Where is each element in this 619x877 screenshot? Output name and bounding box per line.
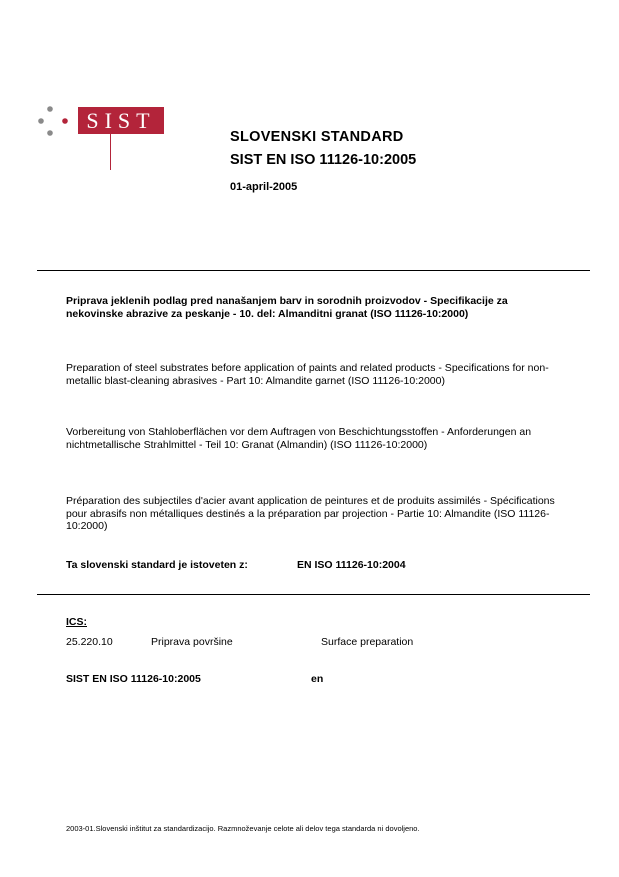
identical-value: EN ISO 11126-10:2004 (297, 559, 406, 571)
top-divider (37, 270, 590, 271)
logo-divider (110, 134, 111, 170)
ics-label: ICS: (66, 616, 87, 628)
ics-title-slovenian: Priprava površine (151, 636, 233, 648)
standard-code: SIST EN ISO 11126-10:2005 (230, 152, 417, 168)
title-german: Vorbereitung von Stahloberflächen vor dem Auftragen von Beschichtungsstoffen - Anforderungen an nichtmetallische Strahlmittel - Teil 10: Granat (Almandin) (ISO 11126-10:2000) (66, 426, 532, 451)
identical-label: Ta slovenski standard je istoveten z: (66, 559, 248, 571)
ics-code: 25.220.10 (66, 636, 113, 648)
document-id: SIST EN ISO 11126-10:2005 (66, 673, 201, 685)
title-french: Préparation des subjectiles d'acier avant application de peintures et de produits assimilés - Spécifications pour abrasifs non métalliques destinés a la préparation par projection - Partie 10: Almandite (ISO 11126-10:2000) (66, 495, 555, 532)
standard-label: SLOVENSKI STANDARD (230, 129, 404, 145)
ics-title-english: Surface preparation (321, 636, 414, 648)
sist-logo: SIST (78, 107, 164, 134)
title-english: Preparation of steel substrates before application of paints and related products - Specifications for non-metallic blast-cleaning abrasives - Part 10: Almandite garnet (ISO 11126-10:2000) (66, 362, 549, 387)
document-language: en (311, 673, 324, 685)
title-slovenian: Priprava jeklenih podlag pred nanašanjem barv in sorodnih proizvodov - Specifikacije za nekovinske abrazive za peskanje - 10. del: Almanditni granat (ISO 11126-10:2000) (66, 295, 508, 320)
logo-dots-icon (37, 104, 77, 144)
bottom-divider (37, 594, 590, 595)
standard-date: 01-april-2005 (230, 181, 298, 193)
copyright-footer: 2003-01.Slovenski inštitut za standardizacijo. Razmnoževanje celote ali delov tega standarda ni dovoljeno. (66, 824, 420, 833)
